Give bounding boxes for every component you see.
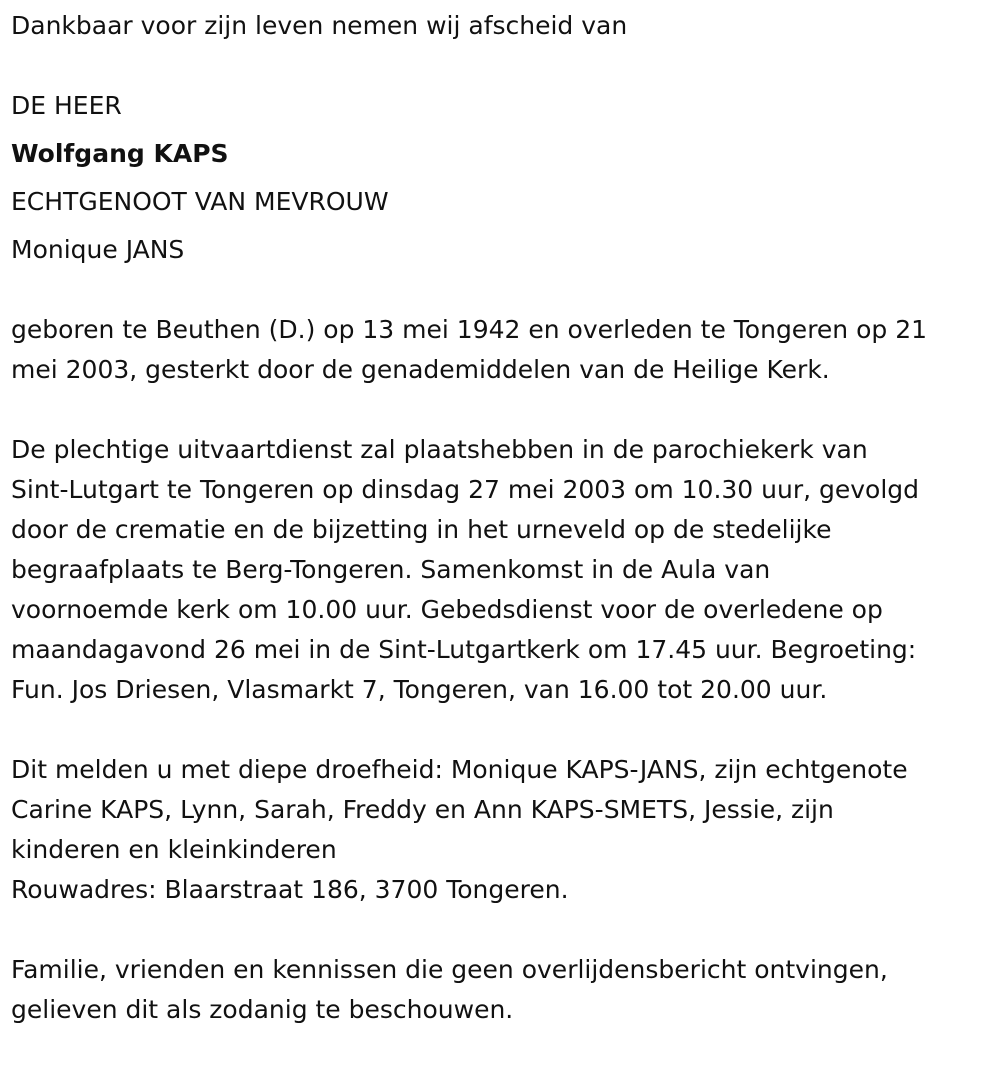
paragraph-line: gelieven dit als zodanig te beschouwen. xyxy=(11,995,514,1024)
mourning-address: Rouwadres: Blaarstraat 186, 3700 Tongeren. xyxy=(11,875,569,904)
family-paragraph xyxy=(11,750,991,870)
obituary-notice xyxy=(11,0,991,1030)
birth-death-paragraph xyxy=(11,310,991,390)
paragraph-line: Dit melden u met diepe droefheid: Monique KAPS-JANS, zijn echtgenote xyxy=(11,755,908,784)
spouse-name: Monique JANS xyxy=(11,235,185,264)
paragraph-line: mei 2003, gesterkt door de genademiddelen van de Heilige Kerk. xyxy=(11,355,830,384)
paragraph-line: door de crematie en de bijzetting in het urneveld op de stedelijke xyxy=(11,515,832,544)
paragraph-line: geboren te Beuthen (D.) op 13 mei 1942 en overleden te Tongeren op 21 xyxy=(11,315,928,344)
paragraph-line: maandagavond 26 mei in de Sint-Lutgartkerk om 17.45 uur. Begroeting: xyxy=(11,635,917,664)
paragraph-line: kinderen en kleinkinderen xyxy=(11,835,337,864)
paragraph-line: Sint-Lutgart te Tongeren op dinsdag 27 mei 2003 om 10.30 uur, gevolgd xyxy=(11,475,920,504)
paragraph-line: Carine KAPS, Lynn, Sarah, Freddy en Ann KAPS-SMETS, Jessie, zijn xyxy=(11,795,834,824)
paragraph-line: voornoemde kerk om 10.00 uur. Gebedsdienst voor de overledene op xyxy=(11,595,883,624)
paragraph-line: De plechtige uitvaartdienst zal plaatshebben in de parochiekerk van xyxy=(11,435,868,464)
honorific: DE HEER xyxy=(11,91,122,120)
paragraph-line: Familie, vrienden en kennissen die geen overlijdensbericht ontvingen, xyxy=(11,955,888,984)
closing-paragraph xyxy=(11,950,991,1030)
service-paragraph xyxy=(11,430,991,710)
deceased-name: Wolfgang KAPS xyxy=(11,139,229,168)
paragraph-line: begraafplaats te Berg-Tongeren. Samenkomst in de Aula van xyxy=(11,555,771,584)
intro-text: Dankbaar voor zijn leven nemen wij afscheid van xyxy=(11,11,628,40)
paragraph-line: Fun. Jos Driesen, Vlasmarkt 7, Tongeren, van 16.00 tot 20.00 uur. xyxy=(11,675,828,704)
relation-text: ECHTGENOOT VAN MEVROUW xyxy=(11,187,389,216)
